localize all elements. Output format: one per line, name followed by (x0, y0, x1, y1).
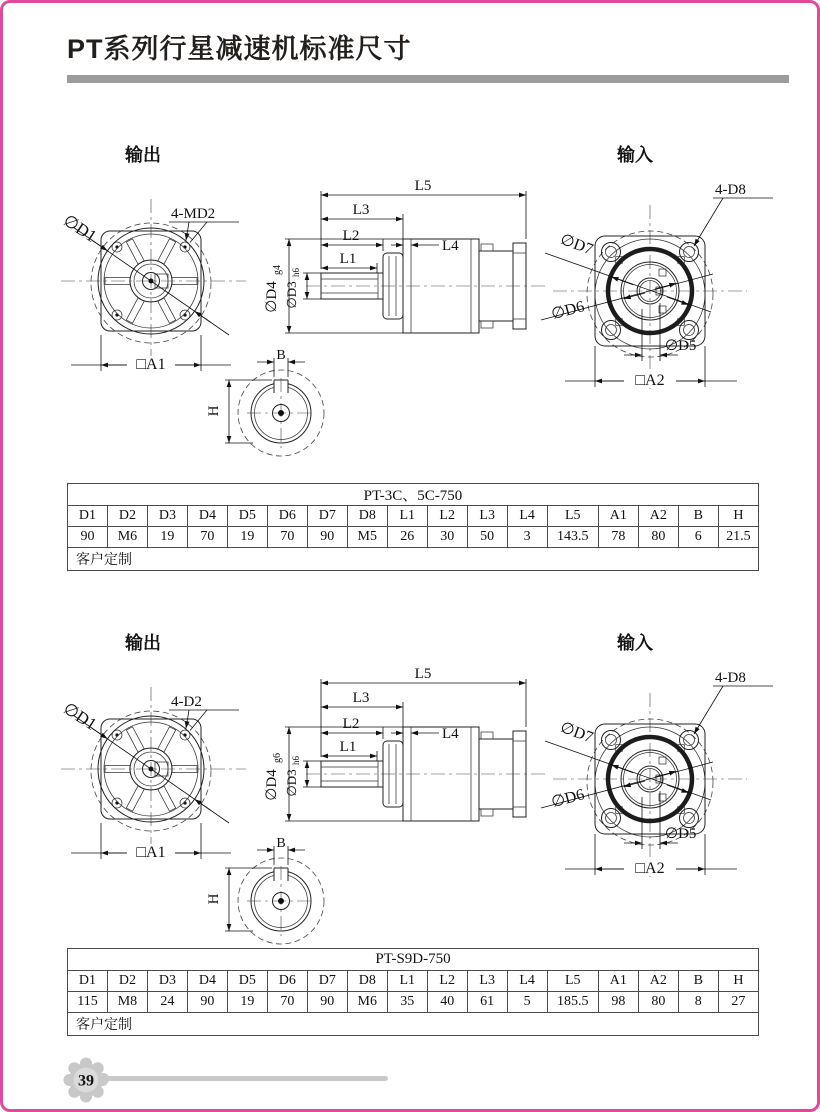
col-header: L2 (427, 971, 467, 992)
center-dot (278, 898, 284, 904)
dim-value: 19 (227, 527, 267, 548)
dim-label-d7: ∅D7 (557, 719, 596, 747)
dim-l3 (321, 690, 403, 723)
dim-value: 78 (598, 527, 638, 548)
drawing-set-2 (3, 621, 820, 971)
dim-a2 (565, 834, 737, 877)
dim-label-d6: ∅D6 (549, 298, 587, 324)
dim-label-d5: ∅D5 (665, 826, 697, 842)
dim-value: 185.5 (547, 992, 598, 1013)
dim-value: 21.5 (718, 527, 758, 548)
dim-label-d5: ∅D5 (665, 338, 697, 354)
dim-label-l4: L4 (442, 238, 459, 254)
col-header: D8 (347, 971, 387, 992)
dim-label-l3: L3 (352, 690, 370, 706)
dim-label-h: H (206, 405, 222, 417)
col-header: D5 (227, 506, 267, 527)
shaft-key-section-view (201, 835, 351, 953)
center-dot (278, 410, 284, 416)
dim-value: 40 (427, 992, 467, 1013)
col-header: D6 (267, 506, 307, 527)
dim-value: 90 (307, 527, 347, 548)
dim-value: 70 (187, 527, 227, 548)
dim-label-l3: L3 (352, 202, 370, 218)
table-row-headers (68, 506, 759, 527)
dim-label-a2: □A2 (635, 860, 665, 877)
dim-value: M6 (107, 527, 147, 548)
input-centerlines (553, 205, 747, 389)
shaft-key-section-view (201, 347, 351, 465)
col-header: D7 (307, 506, 347, 527)
dim-value: 19 (227, 992, 267, 1013)
dim-input-holes (694, 670, 773, 734)
dim-value: M5 (347, 527, 387, 548)
dim-label-a1: □A1 (136, 844, 166, 861)
col-header: L5 (547, 971, 598, 992)
dim-value: 6 (678, 527, 718, 548)
custom-note: 客户定制 (68, 548, 759, 571)
col-header: A1 (598, 506, 638, 527)
col-header: D3 (147, 971, 187, 992)
title-underline-bar (67, 75, 789, 83)
footer-line (103, 1076, 388, 1081)
col-header: D7 (307, 971, 347, 992)
dim-label-d4: ∅D4 (264, 769, 280, 801)
col-header: B (678, 506, 718, 527)
dim-l4 (391, 723, 459, 742)
col-header: D5 (227, 971, 267, 992)
dim-label-d1: ∅D1 (59, 210, 101, 247)
dim-label-d4-tol: g6 (272, 753, 283, 763)
col-header: L5 (547, 506, 598, 527)
dim-label-front-holes: 4-D2 (171, 694, 202, 710)
dim-label-l5: L5 (414, 666, 432, 682)
col-header: L3 (467, 506, 507, 527)
dim-value: 24 (147, 992, 187, 1013)
col-header: D1 (68, 506, 108, 527)
dim-label-d4: ∅D4 (264, 281, 280, 313)
dim-front-holes (169, 694, 239, 731)
dim-label-l2: L2 (342, 716, 360, 732)
dim-value: 27 (718, 992, 758, 1013)
dim-value: 5 (507, 992, 547, 1013)
table-row-values (68, 992, 759, 1013)
table-title: PT-S9D-750 (68, 949, 759, 971)
dim-value: M6 (347, 992, 387, 1013)
dim-value: 3 (507, 527, 547, 548)
dim-l4 (391, 235, 459, 254)
input-centerlines (553, 693, 747, 877)
dim-label-d7: ∅D7 (557, 231, 596, 259)
dim-value: 90 (68, 527, 108, 548)
output-view-title: 输出 (125, 145, 161, 165)
col-header: A2 (638, 506, 678, 527)
col-header: H (718, 506, 758, 527)
page-number: 39 (78, 1072, 94, 1090)
page-title: PT系列行星减速机标准尺寸 (67, 34, 412, 64)
dim-label-d6: ∅D6 (549, 786, 587, 812)
dim-value: 26 (387, 527, 427, 548)
col-header: L2 (427, 506, 467, 527)
dim-label-input-holes: 4-D8 (715, 670, 746, 686)
table-row-title (68, 484, 759, 506)
dim-label-l1: L1 (339, 251, 357, 267)
dim-label-d1: ∅D1 (59, 698, 101, 735)
col-header: D4 (187, 971, 227, 992)
input-view-title: 输入 (617, 145, 653, 165)
dim-value: 19 (147, 527, 187, 548)
dim-b (257, 348, 305, 377)
dim-d3 (284, 756, 321, 797)
col-header: D8 (347, 506, 387, 527)
table-row-custom (68, 548, 759, 571)
dim-value: 90 (187, 992, 227, 1013)
table-row-custom (68, 1013, 759, 1036)
dim-label-l5: L5 (414, 178, 432, 194)
dim-d3 (284, 268, 321, 309)
col-header: L3 (467, 971, 507, 992)
dim-value: M8 (107, 992, 147, 1013)
input-front-view (515, 163, 785, 403)
input-view-title: 输入 (617, 633, 653, 653)
dim-front-holes (169, 206, 239, 243)
dim-value: 80 (638, 527, 678, 548)
table-row-headers (68, 971, 759, 992)
col-header: A1 (598, 971, 638, 992)
dim-a2 (565, 346, 737, 389)
input-front-view (515, 651, 785, 891)
col-header: D2 (107, 506, 147, 527)
dim-label-d4-tol: g4 (272, 265, 283, 275)
dimension-table-1 (67, 483, 759, 571)
dim-input-holes (694, 182, 773, 246)
dim-value: 98 (598, 992, 638, 1013)
col-header: D4 (187, 506, 227, 527)
dim-label-input-holes: 4-D8 (715, 182, 746, 198)
dim-label-d3: ∅D3 (284, 281, 299, 309)
dim-l1 (321, 251, 377, 273)
dim-value: 115 (68, 992, 108, 1013)
output-view-title: 输出 (125, 633, 161, 653)
dim-b (257, 836, 305, 865)
col-header: A2 (638, 971, 678, 992)
col-header: D6 (267, 971, 307, 992)
dim-d6 (541, 762, 713, 811)
col-header: L1 (387, 971, 427, 992)
custom-note: 客户定制 (68, 1013, 759, 1036)
dimension-table-2 (67, 948, 759, 1036)
dim-value: 80 (638, 992, 678, 1013)
dim-value: 50 (467, 527, 507, 548)
dim-value: 90 (307, 992, 347, 1013)
col-header: D2 (107, 971, 147, 992)
col-header: L1 (387, 506, 427, 527)
table-row-values (68, 527, 759, 548)
col-header: L4 (507, 506, 547, 527)
dim-label-h: H (206, 893, 222, 905)
col-header: H (718, 971, 758, 992)
drawing-set-1 (3, 133, 820, 483)
dim-label-front-holes: 4-MD2 (171, 206, 216, 222)
dim-value: 35 (387, 992, 427, 1013)
dim-label-a2: □A2 (635, 372, 665, 389)
col-header: D1 (68, 971, 108, 992)
dim-l2 (321, 228, 383, 251)
table-title: PT-3C、5C-750 (68, 484, 759, 506)
dim-value: 70 (267, 992, 307, 1013)
dim-value: 8 (678, 992, 718, 1013)
col-header: D3 (147, 506, 187, 527)
col-header: L4 (507, 971, 547, 992)
dim-l2 (321, 716, 383, 739)
dim-d6 (541, 274, 713, 323)
dim-label-l4: L4 (442, 726, 459, 742)
table-row-title (68, 949, 759, 971)
dim-value: 143.5 (547, 527, 598, 548)
dim-l3 (321, 202, 403, 235)
dim-l1 (321, 739, 377, 761)
dim-value: 70 (267, 527, 307, 548)
dim-label-l2: L2 (342, 228, 360, 244)
dim-label-l1: L1 (339, 739, 357, 755)
dim-value: 30 (427, 527, 467, 548)
dim-label-b: B (276, 348, 286, 363)
dim-label-a1: □A1 (136, 356, 166, 373)
dim-label-d3-tol: h6 (291, 756, 301, 765)
col-header: B (678, 971, 718, 992)
dim-label-b: B (276, 836, 286, 851)
dim-value: 61 (467, 992, 507, 1013)
dim-label-d3-tol: h6 (291, 268, 301, 277)
dim-label-d3: ∅D3 (284, 769, 299, 797)
